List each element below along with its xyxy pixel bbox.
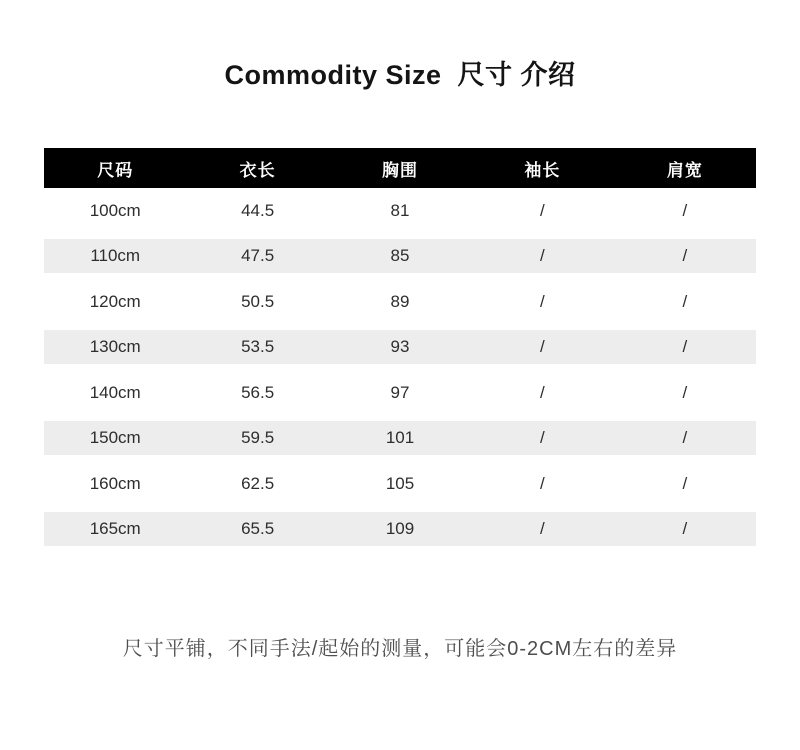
- header-cell-garment-length: 衣长: [239, 160, 276, 180]
- table-row: [44, 279, 756, 325]
- table-cell: /: [540, 245, 545, 265]
- table-cell: 89: [390, 291, 410, 311]
- table-cell: /: [540, 336, 545, 356]
- table-cell: 47.5: [241, 245, 275, 265]
- size-table: [44, 148, 756, 552]
- table-cell: 53.5: [241, 336, 275, 356]
- table-cell: /: [540, 291, 545, 311]
- table-row: [44, 461, 756, 507]
- table-cell: 56.5: [241, 382, 275, 402]
- table-cell: /: [540, 427, 545, 447]
- table-cell: 44.5: [241, 200, 275, 220]
- table-cell: 50.5: [241, 291, 275, 311]
- table-cell: 97: [390, 382, 410, 402]
- table-cell: /: [682, 200, 688, 220]
- table-cell: /: [682, 336, 688, 356]
- table-cell: 81: [390, 200, 410, 220]
- table-cell: /: [540, 382, 545, 402]
- header-cell-sleeve-length: 袖长: [524, 160, 561, 180]
- table-cell: /: [682, 291, 688, 311]
- table-cell: 65.5: [241, 518, 275, 538]
- table-cell: 85: [390, 245, 410, 265]
- header-cell-shoulder-width: 肩宽: [666, 160, 703, 180]
- table-cell: /: [682, 245, 688, 265]
- table-cell: /: [540, 518, 545, 538]
- table-cell: 93: [390, 336, 410, 356]
- table-cell: 105: [385, 473, 415, 493]
- table-cell: 150cm: [89, 427, 141, 447]
- page-title: Commodity Size 尺寸 介绍: [224, 60, 576, 90]
- table-body: [44, 188, 756, 552]
- table-cell: 130cm: [89, 336, 141, 356]
- table-row: [44, 188, 756, 234]
- table-cell: 101: [385, 427, 415, 447]
- table-cell: 120cm: [89, 291, 141, 311]
- table-cell: 62.5: [241, 473, 275, 493]
- table-cell: 110cm: [90, 245, 141, 265]
- footer-note: 尺寸平铺，不同手法/起始的测量，可能会0-2CM左右的差异: [122, 638, 678, 660]
- table-row: [44, 234, 756, 280]
- table-cell: 160cm: [89, 473, 141, 493]
- table-cell: 165cm: [89, 518, 141, 538]
- header-cell-size-code: 尺码: [97, 160, 134, 180]
- table-cell: /: [540, 200, 545, 220]
- table-cell: 59.5: [241, 427, 275, 447]
- table-cell: 109: [385, 518, 415, 538]
- table-cell: 140cm: [89, 382, 141, 402]
- table-row: [44, 370, 756, 416]
- table-cell: /: [682, 473, 688, 493]
- table-row: [44, 325, 756, 371]
- header-cell-bust: 胸围: [382, 160, 419, 180]
- table-header-row: [44, 148, 756, 188]
- table-cell: /: [540, 473, 545, 493]
- table-row: [44, 507, 756, 553]
- table-cell: /: [682, 518, 688, 538]
- table-cell: /: [682, 427, 688, 447]
- table-cell: 100cm: [89, 200, 141, 220]
- table-row: [44, 416, 756, 462]
- table-cell: /: [682, 382, 688, 402]
